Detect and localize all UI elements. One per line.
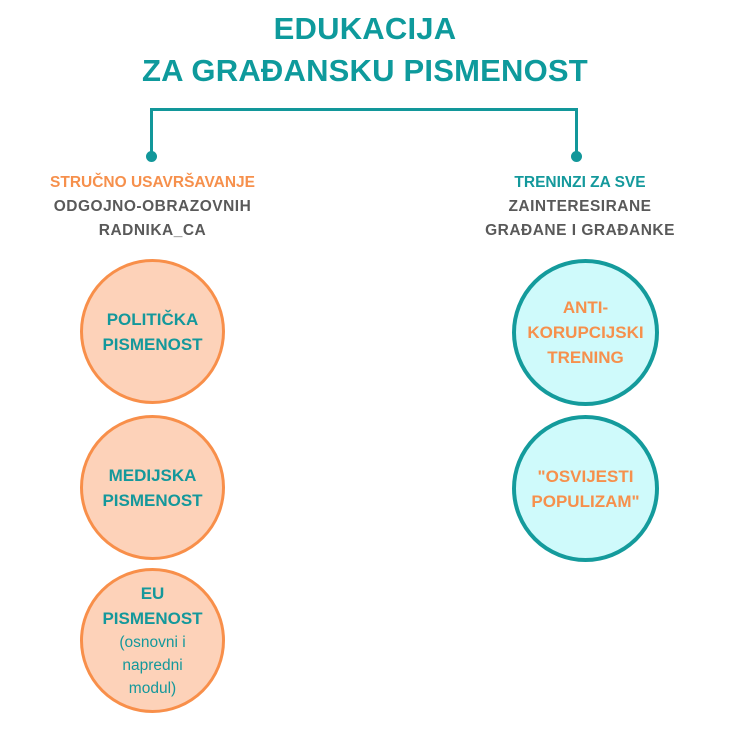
node-detail-line: modul) <box>128 680 177 697</box>
node-label-line: KORUPCIJSKI <box>527 323 644 342</box>
node-osvijesti-populizam <box>512 415 659 562</box>
node-detail-line: (osnovni i <box>119 634 186 651</box>
branch-subtitle-line: ZAINTERESIRANE <box>508 198 652 215</box>
node-label-line: TRENING <box>547 348 624 367</box>
node-label-line: PISMENOST <box>102 490 203 510</box>
node-label-line: ANTI- <box>562 298 609 317</box>
node-label-line: "OSVIJESTI <box>537 466 634 486</box>
branch-heading: STRUČNO USAVRŠAVANJE <box>50 174 255 191</box>
node-label-line: EU <box>140 584 165 603</box>
connector-right-dot-icon <box>571 151 582 162</box>
branch-subtitle-line: ODGOJNO-OBRAZOVNIH <box>53 198 252 215</box>
node-label-line: PISMENOST <box>102 334 203 354</box>
node-eu-pismenost <box>80 568 225 713</box>
title-line-2: ZA GRAĐANSKU PISMENOST <box>142 53 588 88</box>
node-label-line: MEDIJSKA <box>108 465 197 485</box>
branch-left-heading <box>20 171 285 243</box>
node-politicka-pismenost <box>80 259 225 404</box>
branch-subtitle-line: RADNIKA_CA <box>98 222 207 239</box>
node-label-line: PISMENOST <box>102 609 203 628</box>
title-line-1: EDUKACIJA <box>273 11 457 46</box>
connector-left-dot-icon <box>146 151 157 162</box>
node-antikorupcijski-trening <box>512 259 659 406</box>
branch-heading: TRENINZI ZA SVE <box>514 174 646 191</box>
branch-subtitle-line: GRAĐANE I GRAĐANKE <box>485 222 675 239</box>
branch-right-heading <box>470 171 690 243</box>
node-label-line: POLITIČKA <box>106 309 199 329</box>
connector-left-drop <box>150 108 153 156</box>
connector-right-drop <box>575 108 578 156</box>
connector-horizontal-line <box>150 108 578 111</box>
node-detail-line: napredni <box>122 657 183 674</box>
node-medijska-pismenost <box>80 415 225 560</box>
node-label-line: POPULIZAM" <box>531 491 640 511</box>
